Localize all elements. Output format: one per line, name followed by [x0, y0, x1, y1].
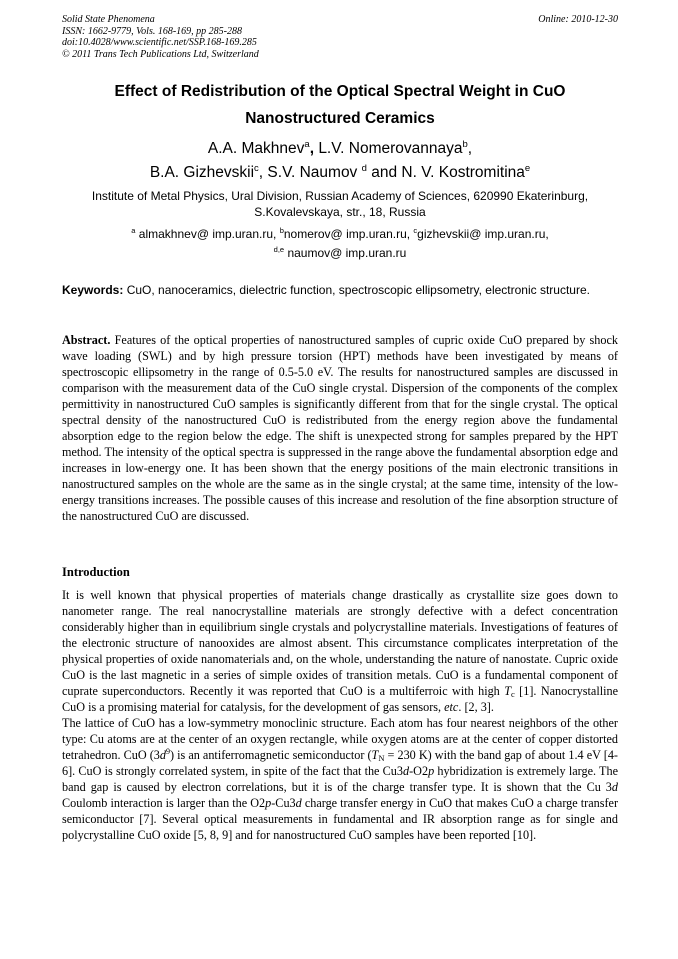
intro-text: -O2 [409, 764, 429, 778]
symbol-superscript: 9 [165, 747, 170, 756]
email-address: almakhnev@ imp.uran.ru, [138, 227, 280, 241]
intro-text: ) is an antiferromagnetic semiconductor ( [169, 748, 372, 762]
author-name: S.V. Naumov [267, 164, 358, 181]
intro-paragraph-2 [62, 715, 618, 843]
author-conjunction: and [366, 164, 402, 181]
email-address: naumov@ imp.uran.ru [287, 246, 407, 260]
symbol-T: T [504, 684, 511, 698]
keywords-text: CuO, nanoceramics, dielectric function, spectroscopic ellipsometry, electronic structure. [123, 283, 590, 297]
journal-header [62, 14, 618, 60]
intro-text: = 230 K) with the band gap of about 1.4 eV [4-6]. CuO is strongly correlated system, in spite of the fact that the Cu3 [62, 748, 618, 778]
email-affil-mark: a [131, 226, 136, 235]
abstract-text: Features of the optical properties of nanostructured samples of cupric oxide CuO prepared by shock wave loading (SWL) and by high pressure torsion (HPT) methods have been investigated by means of spectroscopic ellipsometry in the range of 0.5-5.0 eV. The results for nanostructured samples are discussed in comparison with the measurement data of the CuO single crystal. Dispersion of the components of the complex permittivity in nanostructured CuO samples is significantly different from that for the single crystal. The optical spectral density of the nanostructured CuO is redistributed from the energy region above the fundamental absorption edge to the region below the edge. The shift is unexpected strong for samples prepared by the HPT method. The intensity of the optical spectra is suppressed in the range above the fundamental absorption edge and increases in low-energy one. It has been shown that the energy positions of the main electronic transitions in nanostructured samples on the whole are the same as in the single crystal; at the same time, intensity of the low-energy transitions increases. The possible causes of this increase and resolution of the fine absorption structure of the nanostructured CuO are discussed. [62, 333, 618, 523]
authors-line-1 [62, 137, 618, 161]
email-address: nomerov@ imp.uran.ru, [283, 227, 414, 241]
symbol-d: d [611, 780, 618, 794]
author-affil-mark: d [361, 163, 367, 174]
intro-italic-etc: etc [444, 700, 459, 714]
intro-text: . [2, 3]. [458, 700, 494, 714]
emails-line-1 [62, 225, 618, 244]
intro-text: Coulomb interaction is larger than the O2 [62, 796, 266, 810]
introduction-heading: Introduction [62, 565, 130, 579]
email-list [62, 225, 618, 263]
email-affil-mark: c [413, 226, 418, 235]
symbol-p: p [265, 796, 272, 810]
affiliation-line-1: Institute of Metal Physics, Ural Division, Russian Academy of Sciences, 620990 Ekaterinburg, [91, 189, 589, 203]
author-name: B.A. Gizhevskii [149, 164, 255, 181]
symbol-p: p [428, 764, 435, 778]
intro-text: It is well known that physical properties of materials change drastically as crystallite size goes down to nanometer range. The real nanocrystalline materials are strongly defective with a defect concentration considerably higher than in equilibrium single crystals and polycrystalline materials. Investigations of features of the electronic structure of nanooxides are almost absent. This circumstance complicates interpretation of the physical properties of oxide nanomaterials and, on the whole, understanding the nature of nanostate. Cupric oxide CuO is the last magnetic in a series of simple oxides of transition metals. CuO is a fundamental component of cuprate superconductors. Recently it was reported that CuO is a multiferroic with high [62, 588, 618, 698]
author-name: A.A. Makhnev [207, 140, 305, 157]
symbol-subscript: c [510, 689, 515, 699]
introduction-body [62, 587, 618, 843]
symbol-d: d [403, 764, 410, 778]
author-separator: , [258, 164, 268, 181]
copyright-line: © 2011 Trans Tech Publications Ltd, Switzerland [62, 48, 259, 60]
symbol-subscript: N [378, 753, 385, 763]
author-list [62, 137, 618, 185]
email-affil-mark: b [279, 226, 284, 235]
intro-text: charge transfer energy in CuO that makes CuO a charge transfer semiconductor [7]. Several optical measurements in fundamental and IR absorption range as for single and polycrystalline CuO oxide [5, 8, 9] and for nanostructured CuO samples have been reported [10]. [62, 796, 618, 842]
online-date: Online: 2010-12-30 [538, 14, 618, 25]
intro-text: [1]. Nanocrystalline CuO is a promising material for catalysis, for the development of gas sensors, [62, 684, 618, 714]
keywords-section [62, 282, 618, 298]
intro-paragraph-1 [62, 587, 618, 715]
symbol-d: d [295, 796, 302, 810]
author-name: L.V. Nomerovannaya [318, 140, 463, 157]
author-affil-mark: c [254, 163, 259, 174]
intro-text: hybridization is extremely large. The band gap is caused by electron correlations, but it is of the charge transfer type. It is shown that the Cu 3 [62, 764, 618, 794]
keywords-label: Keywords: [62, 283, 124, 297]
abstract-label: Abstract. [62, 333, 111, 347]
author-name: N. V. Kostromitina [401, 164, 525, 181]
issn-line: ISSN: 1662-9779, Vols. 168-169, pp 285-288 [62, 25, 242, 37]
symbol-d: d [159, 748, 166, 762]
authors-line-2 [62, 161, 618, 185]
author-affil-mark: a [304, 139, 310, 150]
intro-text: The lattice of CuO has a low-symmetry monoclinic structure. Each atom has four nearest neighbors of the other type: Cu atoms are at the center of an oxygen rectangle, while oxygen atoms are at the center of copper distorted tetrahedron. CuO (3 [62, 716, 618, 762]
abstract-section [62, 332, 618, 524]
intro-text: -Cu3 [271, 796, 296, 810]
symbol-T: T [371, 748, 379, 762]
journal-name: Solid State Phenomena [62, 14, 155, 25]
title-line-1: Effect of Redistribution of the Optical Spectral Weight in CuO [114, 83, 566, 100]
affiliation-line-2: S.Kovalevskaya, str., 18, Russia [254, 205, 426, 219]
title-line-2: Nanostructured Ceramics [245, 110, 435, 127]
author-separator: , [467, 140, 473, 157]
paper-title [62, 78, 618, 132]
affiliation [62, 188, 618, 220]
emails-line-2 [62, 244, 618, 263]
author-affil-mark: b [462, 139, 468, 150]
email-address: gizhevskii@ imp.uran.ru, [417, 227, 549, 241]
email-affil-mark: d,e [273, 245, 285, 254]
doi-line: doi:10.4028/www.scientific.net/SSP.168-169.285 [62, 37, 257, 48]
author-affil-mark: e [524, 163, 531, 174]
author-separator: , [309, 140, 319, 157]
